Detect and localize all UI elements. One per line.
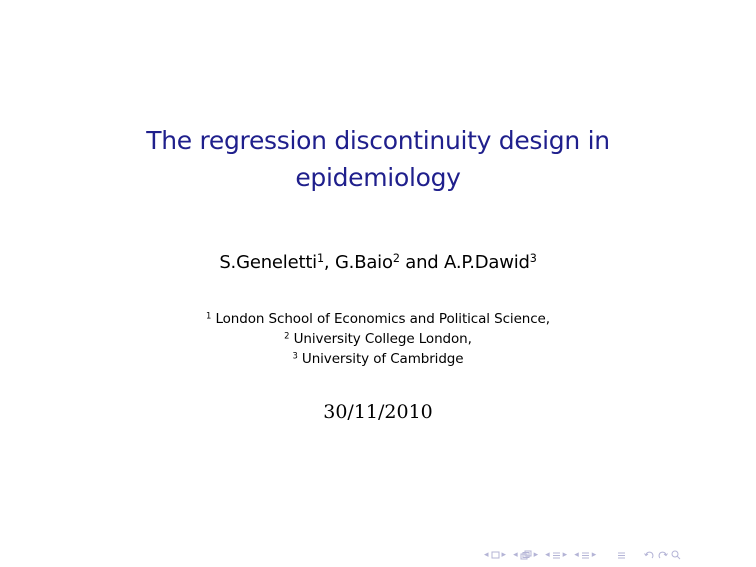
author-separator-2: and bbox=[399, 252, 445, 273]
affiliation-mark-1: 1 bbox=[206, 310, 212, 321]
author-name-1: S.Geneletti bbox=[219, 252, 317, 273]
affiliation-text-1: London School of Economics and Political Science, bbox=[215, 311, 550, 327]
affiliation-text-3: University of Cambridge bbox=[301, 351, 464, 367]
author-mark-2: 2 bbox=[392, 251, 400, 265]
subsection-lines-icon[interactable] bbox=[581, 551, 590, 560]
affiliation-3 bbox=[0, 349, 756, 369]
subsection-prev-arrow-icon[interactable]: ◂ bbox=[513, 550, 518, 560]
affiliation-1 bbox=[0, 309, 756, 329]
affiliation-text-2: University College London, bbox=[293, 331, 472, 347]
author-mark-1: 1 bbox=[316, 251, 324, 265]
section-next-arrow-icon[interactable]: ▸ bbox=[562, 550, 568, 560]
undo-icon[interactable] bbox=[643, 551, 655, 560]
subsection-nav-group bbox=[513, 550, 538, 560]
slide-title bbox=[0, 122, 756, 196]
section-nav-group bbox=[545, 550, 567, 560]
author-name-2: G.Baio bbox=[334, 252, 393, 273]
section-lines-icon[interactable] bbox=[552, 551, 561, 560]
frame-prev-arrow-icon[interactable]: ◂ bbox=[484, 550, 489, 560]
presentation-date: 30/11/2010 bbox=[323, 401, 433, 423]
redo-icon[interactable] bbox=[657, 551, 669, 560]
affiliation-list bbox=[0, 309, 756, 369]
section-prev-arrow-icon[interactable]: ◂ bbox=[545, 550, 550, 560]
title-line-2: epidemiology bbox=[295, 163, 461, 192]
subsec-next-arrow-icon[interactable]: ▸ bbox=[591, 550, 597, 560]
document-lines-icon[interactable] bbox=[617, 551, 626, 560]
beamer-navigation-bar bbox=[484, 548, 685, 562]
subsection-box-icon[interactable] bbox=[520, 550, 532, 560]
frame-next-arrow-icon[interactable]: ▸ bbox=[501, 550, 507, 560]
author-mark-3: 3 bbox=[529, 251, 537, 265]
subsec-prev-arrow-icon[interactable]: ◂ bbox=[574, 550, 579, 560]
frame-box-icon[interactable] bbox=[491, 551, 500, 559]
search-icon[interactable] bbox=[671, 550, 681, 560]
document-nav-group bbox=[617, 551, 626, 560]
author-name-3: A.P.Dawid bbox=[444, 252, 530, 273]
frame-nav-group bbox=[484, 550, 506, 560]
misc-nav-group bbox=[643, 550, 681, 560]
subsection-lines-nav-group bbox=[574, 550, 596, 560]
subsection-next-arrow-icon[interactable]: ▸ bbox=[533, 550, 539, 560]
affiliation-mark-3: 3 bbox=[292, 350, 298, 361]
author-list bbox=[0, 250, 756, 276]
affiliation-2 bbox=[0, 329, 756, 349]
affiliation-mark-2: 2 bbox=[284, 330, 290, 341]
author-separator-1: , bbox=[323, 252, 335, 273]
title-line-1: The regression discontinuity design in bbox=[146, 126, 610, 155]
